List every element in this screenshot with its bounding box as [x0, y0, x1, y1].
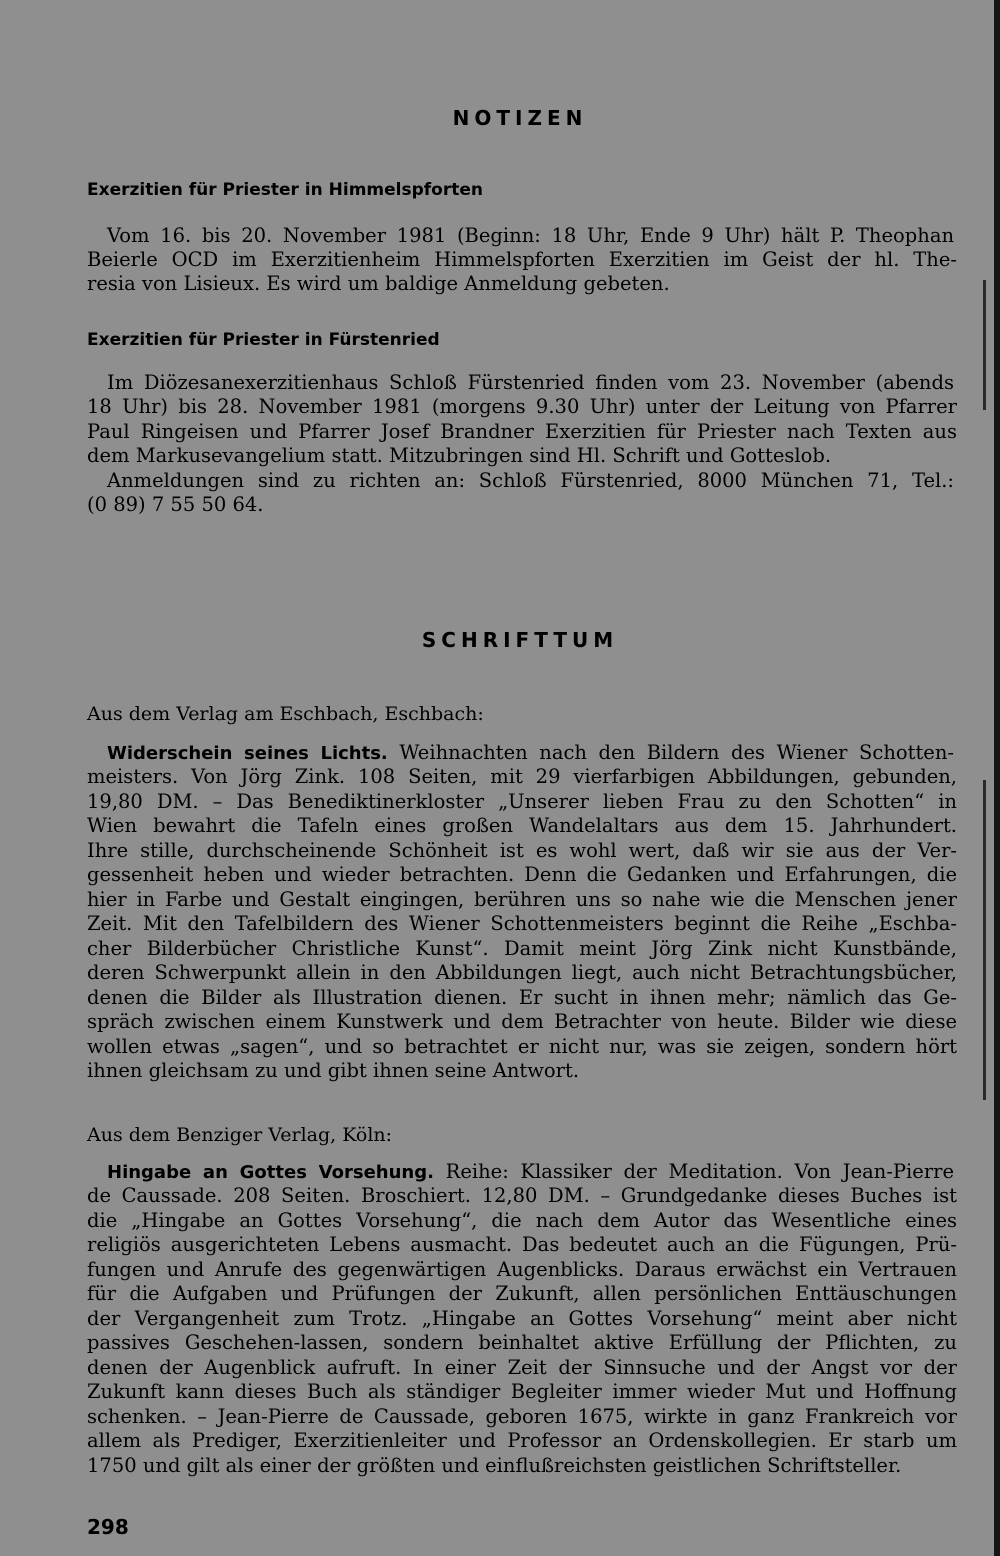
- text-line: resia von Lisieux. Es wird um baldige Anmeldung gebeten.: [87, 272, 670, 295]
- page-number: 298: [87, 1515, 129, 1539]
- publisher-eschbach: Aus dem Verlag am Eschbach, Eschbach:: [87, 703, 484, 725]
- text-line: 19,80 DM. – Das Benediktinerkloster „Unserer lieben Frau zu den Schotten“ in: [87, 790, 957, 813]
- text-line: 1750 und gilt als einer der größten und einflußreichsten geistlichen Schriftsteller.: [87, 1454, 902, 1477]
- publisher-benziger: Aus dem Benziger Verlag, Köln:: [87, 1124, 393, 1146]
- text-line: Im Diözesanexerzitienhaus Schloß Fürstenried finden vom 23. November (abends: [107, 371, 954, 394]
- text-line: Beierle OCD im Exerzitienheim Himmelspforten Exerzitien im Geist der hl. The-: [87, 248, 957, 271]
- text-line: denen der Augenblick aufruft. In einer Zeit der Sinnsuche und der Angst vor der: [87, 1356, 957, 1379]
- edge-mark: [983, 280, 986, 410]
- edge-mark: [983, 780, 986, 1100]
- text-line: passives Geschehen-lassen, sondern beinhaltet aktive Erfüllung der Pflichten, zu: [87, 1331, 957, 1354]
- text-line: der Vergangenheit zum Trotz. „Hingabe an Gottes Vorsehung“ meint aber nicht: [87, 1307, 957, 1330]
- text-line: Paul Ringeisen und Pfarrer Josef Brandner Exerzitien für Priester nach Texten aus: [87, 420, 957, 443]
- text-span: Reihe: Klassiker der Meditation. Von Jean-Pierre: [433, 1160, 954, 1183]
- text-line: cher Bilderbücher Christliche Kunst“. Damit meint Jörg Zink nicht Kunstbände,: [87, 937, 957, 960]
- text-line: ihnen gleichsam zu und gibt ihnen seine Antwort.: [87, 1059, 580, 1082]
- text-line: die „Hingabe an Gottes Vorsehung“, die nach dem Autor das Wesentliche eines: [87, 1209, 957, 1232]
- text-line: hier in Farbe und Gestalt eingingen, berühren uns so nahe wie die Menschen jener: [87, 888, 957, 911]
- text-line: Ihre stille, durchscheinende Schönheit ist es wohl wert, daß wir sie aus der Ver-: [87, 839, 957, 862]
- book-title: Hingabe an Gottes Vorsehung.: [107, 1162, 434, 1183]
- notice-heading-fuerstenried: Exerzitien für Priester in Fürstenried: [87, 330, 440, 350]
- text-line: Zukunft kann dieses Buch als ständiger Begleiter immer wieder Mut und Hoffnung: [87, 1380, 957, 1403]
- section-title-notizen: NOTIZEN: [452, 106, 588, 130]
- text-line: meisters. Von Jörg Zink. 108 Seiten, mit 29 vierfarbigen Abbildungen, gebunden,: [87, 765, 957, 788]
- text-line: (0 89) 7 55 50 64.: [87, 493, 264, 516]
- page-edge: [994, 0, 1000, 1556]
- book-title: Widerschein seines Lichts.: [107, 743, 388, 764]
- text-line: denen die Bilder als Illustration dienen. Er sucht in ihnen mehr; nämlich das Ge-: [87, 986, 957, 1009]
- notice-heading-himmelspforten: Exerzitien für Priester in Himmelspforten: [87, 180, 483, 200]
- review-first-line: [107, 1160, 954, 1185]
- text-line: 18 Uhr) bis 28. November 1981 (morgens 9.30 Uhr) unter der Leitung von Pfarrer: [87, 395, 957, 418]
- text-line: fungen und Anrufe des gegenwärtigen Augenblicks. Daraus erwächst ein Vertrauen: [87, 1258, 957, 1281]
- text-line: gessenheit heben und wieder betrachten. Denn die Gedanken und Erfahrungen, die: [87, 863, 957, 886]
- text-line: Zeit. Mit den Tafelbildern des Wiener Schottenmeisters beginnt die Reihe „Eschba-: [87, 912, 957, 935]
- text-line: Wien bewahrt die Tafeln eines großen Wandelaltars aus dem 15. Jahrhundert.: [87, 814, 957, 837]
- text-span: Weihnachten nach den Bildern des Wiener Schotten-: [387, 741, 954, 764]
- text-line: wollen etwas „sagen“, und so betrachtet er nicht nur, was sie zeigen, sondern hört: [87, 1035, 957, 1058]
- text-line: allem als Prediger, Exerzitienleiter und Professor an Ordenskollegien. Er starb um: [87, 1429, 957, 1452]
- review-first-line: [107, 741, 954, 766]
- text-line: für die Aufgaben und Prüfungen der Zukunft, allen persönlichen Enttäuschungen: [87, 1282, 957, 1305]
- text-line: spräch zwischen einem Kunstwerk und dem Betrachter von heute. Bilder wie diese: [87, 1010, 957, 1033]
- text-line: Vom 16. bis 20. November 1981 (Beginn: 18 Uhr, Ende 9 Uhr) hält P. Theophan: [107, 224, 954, 247]
- section-title-schrifttum: SCHRIFTTUM: [421, 628, 619, 652]
- text-line: religiös ausgerichteten Lebens ausmacht. Das bedeutet auch an die Fügungen, Prü-: [87, 1233, 957, 1256]
- text-line: schenken. – Jean-Pierre de Caussade, geboren 1675, wirkte in ganz Frankreich vor: [87, 1405, 957, 1428]
- text-line: deren Schwerpunkt allein in den Abbildungen liegt, auch nicht Betrachtungsbücher,: [87, 961, 957, 984]
- text-line: dem Markusevangelium statt. Mitzubringen sind Hl. Schrift und Gotteslob.: [87, 444, 832, 467]
- text-line: Anmeldungen sind zu richten an: Schloß Fürstenried, 8000 München 71, Tel.:: [107, 469, 954, 492]
- text-line: de Caussade. 208 Seiten. Broschiert. 12,80 DM. – Grundgedanke dieses Buches ist: [87, 1184, 957, 1207]
